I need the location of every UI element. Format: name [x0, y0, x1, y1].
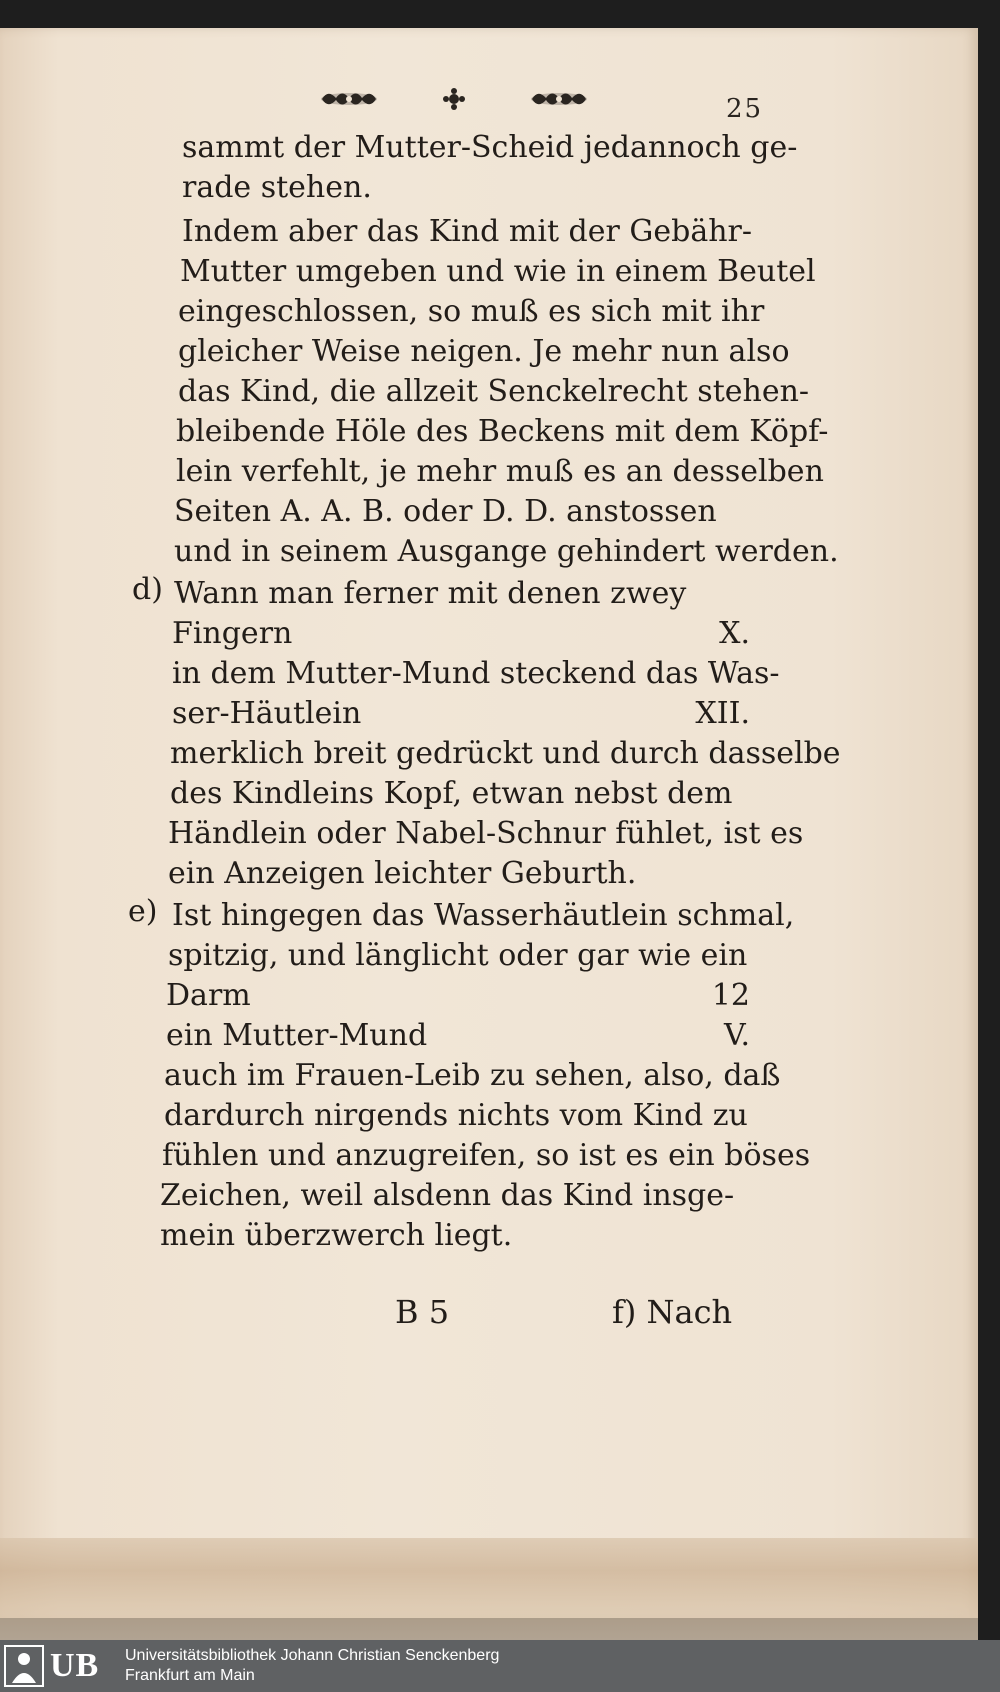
institution-line: Frankfurt am Main — [125, 1667, 255, 1684]
floral-ornament-icon — [318, 86, 380, 112]
text-line: gleicher Weise neigen. Je mehr nun also — [178, 334, 790, 369]
figure-reference: X. — [719, 616, 750, 651]
reference-term: ein Mutter-Mund — [166, 1018, 428, 1053]
text-line: Zeichen, weil alsdenn das Kind insge- — [160, 1178, 735, 1213]
text-line: sammt der Mutter-Scheid jedannoch ge- — [182, 130, 798, 165]
logo-text: UB — [50, 1647, 100, 1684]
text-line: merklich breit gedrückt und durch dasselbe — [170, 736, 841, 771]
text-line: rade stehen. — [182, 170, 372, 205]
item-label-d: d) — [132, 572, 163, 607]
figure-reference: 12 — [711, 978, 750, 1013]
library-logo[interactable] — [4, 1644, 114, 1688]
text-line: mein überzwerch liegt. — [160, 1218, 513, 1253]
text-line: ein Anzeigen leichter Geburth. — [168, 856, 637, 891]
text-line: eingeschlossen, so muß es sich mit ihr — [178, 294, 765, 329]
header-ornaments — [318, 84, 590, 114]
text-line: Wann man ferner mit denen zwey — [174, 576, 687, 611]
text-line: Mutter umgeben und wie in einem Beutel — [180, 254, 816, 289]
reference-term: Darm — [166, 978, 251, 1013]
text-line: auch im Frauen-Leib zu sehen, also, daß — [164, 1058, 781, 1093]
reference-line — [166, 976, 750, 1016]
signature-mark: B 5 — [395, 1293, 450, 1331]
book-page — [0, 28, 978, 1618]
library-seal-icon — [4, 1645, 44, 1687]
item-label-e: e) — [128, 894, 158, 929]
institution-name — [125, 1646, 499, 1686]
page-number: 25 — [726, 94, 764, 124]
text-line: in dem Mutter-Mund steckend das Was- — [172, 656, 780, 691]
page-edge-shading — [0, 1538, 978, 1646]
text-line: dardurch nirgends nichts vom Kind zu — [164, 1098, 748, 1133]
text-line: Indem aber das Kind mit der Gebähr- — [182, 214, 752, 249]
floral-ornament-icon — [528, 86, 590, 112]
text-line: fühlen und anzugreifen, so ist es ein böses — [162, 1138, 811, 1173]
flower-ornament-icon — [442, 87, 466, 111]
text-line: des Kindleins Kopf, etwan nebst dem — [170, 776, 733, 811]
text-line: und in seinem Ausgange gehindert werden. — [174, 534, 839, 569]
text-line: bleibende Höle des Beckens mit dem Köpf- — [176, 414, 829, 449]
institution-line: Universitätsbibliothek Johann Christian Senckenberg — [125, 1647, 500, 1664]
text-line: Ist hingegen das Wasserhäutlein schmal, — [172, 898, 795, 933]
reference-line — [166, 1016, 750, 1056]
figure-reference: XII. — [695, 696, 750, 731]
library-footer-bar — [0, 1640, 1000, 1692]
text-line: spitzig, und länglicht oder gar wie ein — [168, 938, 748, 973]
text-line: Händlein oder Nabel-Schnur fühlet, ist es — [168, 816, 804, 851]
reference-term: ser-Häutlein — [172, 696, 362, 731]
reference-line — [172, 614, 750, 654]
text-line: das Kind, die allzeit Senckelrecht stehen- — [178, 374, 810, 409]
reference-line — [172, 694, 750, 734]
text-line: Seiten A. A. B. oder D. D. anstossen — [174, 494, 717, 529]
text-line: lein verfehlt, je mehr muß es an desselben — [176, 454, 824, 489]
figure-reference: V. — [724, 1018, 750, 1053]
reference-term: Fingern — [172, 616, 293, 651]
catchword: f) Nach — [612, 1293, 733, 1331]
